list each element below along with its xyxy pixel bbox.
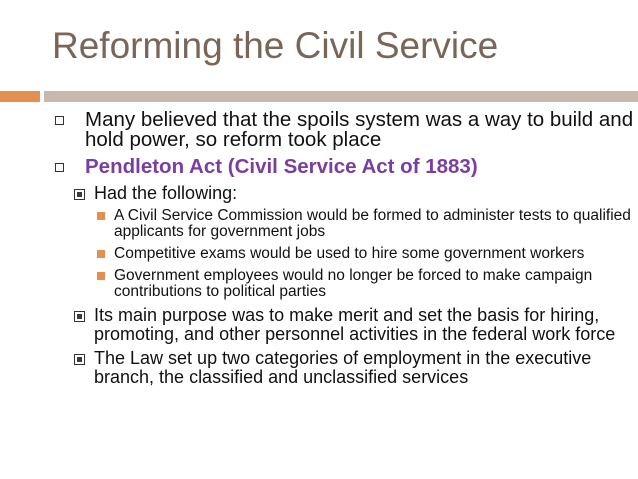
sub-bullet-item [0,349,638,387]
sub-sub-bullet-text: Competitive exams would be used to hire some government workers [114,245,585,262]
sub-bullet-item [0,306,638,344]
sub-bullet-text: Had the following: [94,183,238,203]
sub-sub-bullet-text: A Civil Service Commission would be formed to administer tests to qualified applicants for government jobs [114,207,631,240]
filled-square-bullet-icon [97,250,105,258]
double-square-bullet-icon [74,311,85,322]
slide-body [0,110,638,392]
filled-square-bullet-icon [97,212,105,220]
double-square-bullet-icon [74,354,85,365]
sub-sub-bullet-item [0,246,638,262]
bullet-text: Many believed that the spoils system was a way to build and hold power, so reform took place [85,108,634,151]
slide-title: Reforming the Civil Service [52,25,499,66]
bullet-item [0,157,638,177]
sub-bullet-item [0,184,638,203]
title-rule-bar [44,91,638,102]
sub-bullet-text: Its main purpose was to make merit and set the basis for hiring, promoting, and other personnel activities in the federal work force [94,305,616,344]
sub-sub-bullet-item [0,208,638,240]
filled-square-bullet-icon [97,272,105,280]
hollow-square-bullet-icon [55,163,64,172]
sub-sub-bullet-text: Government employees would no longer be forced to make campaign contributions to political parties [114,267,593,300]
hollow-square-bullet-icon [55,116,64,125]
sub-bullet-text: The Law set up two categories of employment in the executive branch, the classified and unclassified services [94,348,592,387]
sub-sub-bullet-item [0,268,638,300]
bullet-text-emphasis: Pendleton Act (Civil Service Act of 1883) [85,155,478,178]
bullet-item [0,110,638,150]
double-square-bullet-icon [74,189,85,200]
title-accent-bar [0,91,40,102]
